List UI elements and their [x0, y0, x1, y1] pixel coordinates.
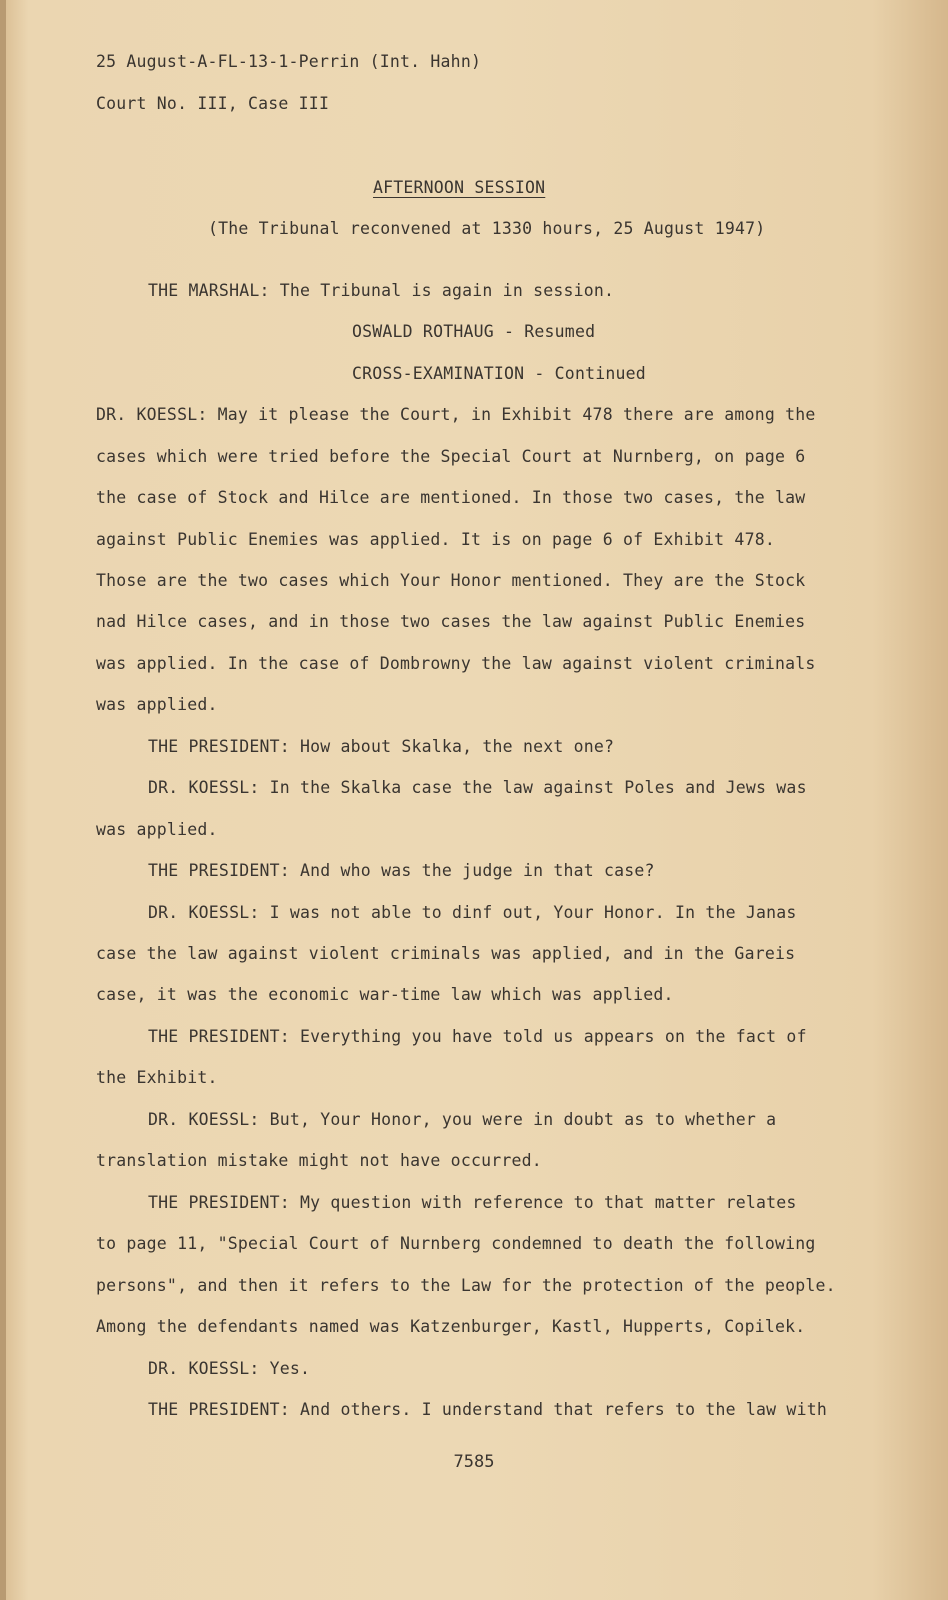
body-line: was applied. In the case of Dombrowny the law against violent criminals [96, 654, 816, 673]
body-line: THE PRESIDENT: How about Skalka, the next one? [148, 737, 615, 756]
body-line: DR. KOESSL: May it please the Court, in Exhibit 478 there are among the [96, 405, 816, 424]
body-line: THE PRESIDENT: My question with reference to that matter relates [148, 1193, 797, 1212]
body-line: THE PRESIDENT: And others. I understand that refers to the law with [148, 1400, 827, 1419]
body-line: DR. KOESSL: But, Your Honor, you were in doubt as to whether a [148, 1110, 777, 1129]
body-line: the Exhibit. [96, 1068, 218, 1087]
body-line: the case of Stock and Hilce are mentioned. In those two cases, the law [96, 488, 806, 507]
page-edge [0, 0, 6, 1600]
body-line: DR. KOESSL: I was not able to dinf out, Your Honor. In the Janas [148, 903, 797, 922]
body-line: case the law against violent criminals was applied, and in the Gareis [96, 944, 796, 963]
body-line: case, it was the economic war-time law which was applied. [96, 985, 674, 1004]
body-line: Those are the two cases which Your Honor mentioned. They are the Stock [96, 571, 806, 590]
body-line: to page 11, "Special Court of Nurnberg condemned to death the following [96, 1234, 816, 1253]
body-line: was applied. [96, 695, 218, 714]
body-line: DR. KOESSL: In the Skalka case the law against Poles and Jews was [148, 778, 807, 797]
examination-heading: CROSS-EXAMINATION - Continued [352, 364, 646, 383]
body-line: persons", and then it refers to the Law for the protection of the people. [96, 1276, 836, 1295]
body-line: THE PRESIDENT: Everything you have told us appears on the fact of [148, 1027, 807, 1046]
body-line: was applied. [96, 820, 218, 839]
reconvened-note: (The Tribunal reconvened at 1330 hours, 25 August 1947) [208, 219, 766, 238]
body-line: DR. KOESSL: Yes. [148, 1359, 311, 1378]
body-line: translation mistake might not have occurred. [96, 1151, 542, 1170]
page-number: 7585 [453, 1452, 495, 1472]
body-line: THE MARSHAL: The Tribunal is again in session. [148, 281, 615, 300]
body-line: nad Hilce cases, and in those two cases the law against Public Enemies [96, 612, 806, 631]
header-line-2: Court No. III, Case III [96, 94, 330, 113]
body-line: THE PRESIDENT: And who was the judge in that case? [148, 861, 655, 880]
witness-heading: OSWALD ROTHAUG - Resumed [352, 322, 596, 341]
body-line: cases which were tried before the Special Court at Nurnberg, on page 6 [96, 447, 806, 466]
body-line: against Public Enemies was applied. It is on page 6 of Exhibit 478. [96, 530, 775, 549]
body-line: Among the defendants named was Katzenburger, Kastl, Hupperts, Copilek. [96, 1317, 806, 1336]
session-title: AFTERNOON SESSION [373, 178, 546, 197]
header-line-1: 25 August-A-FL-13-1-Perrin (Int. Hahn) [96, 52, 482, 71]
